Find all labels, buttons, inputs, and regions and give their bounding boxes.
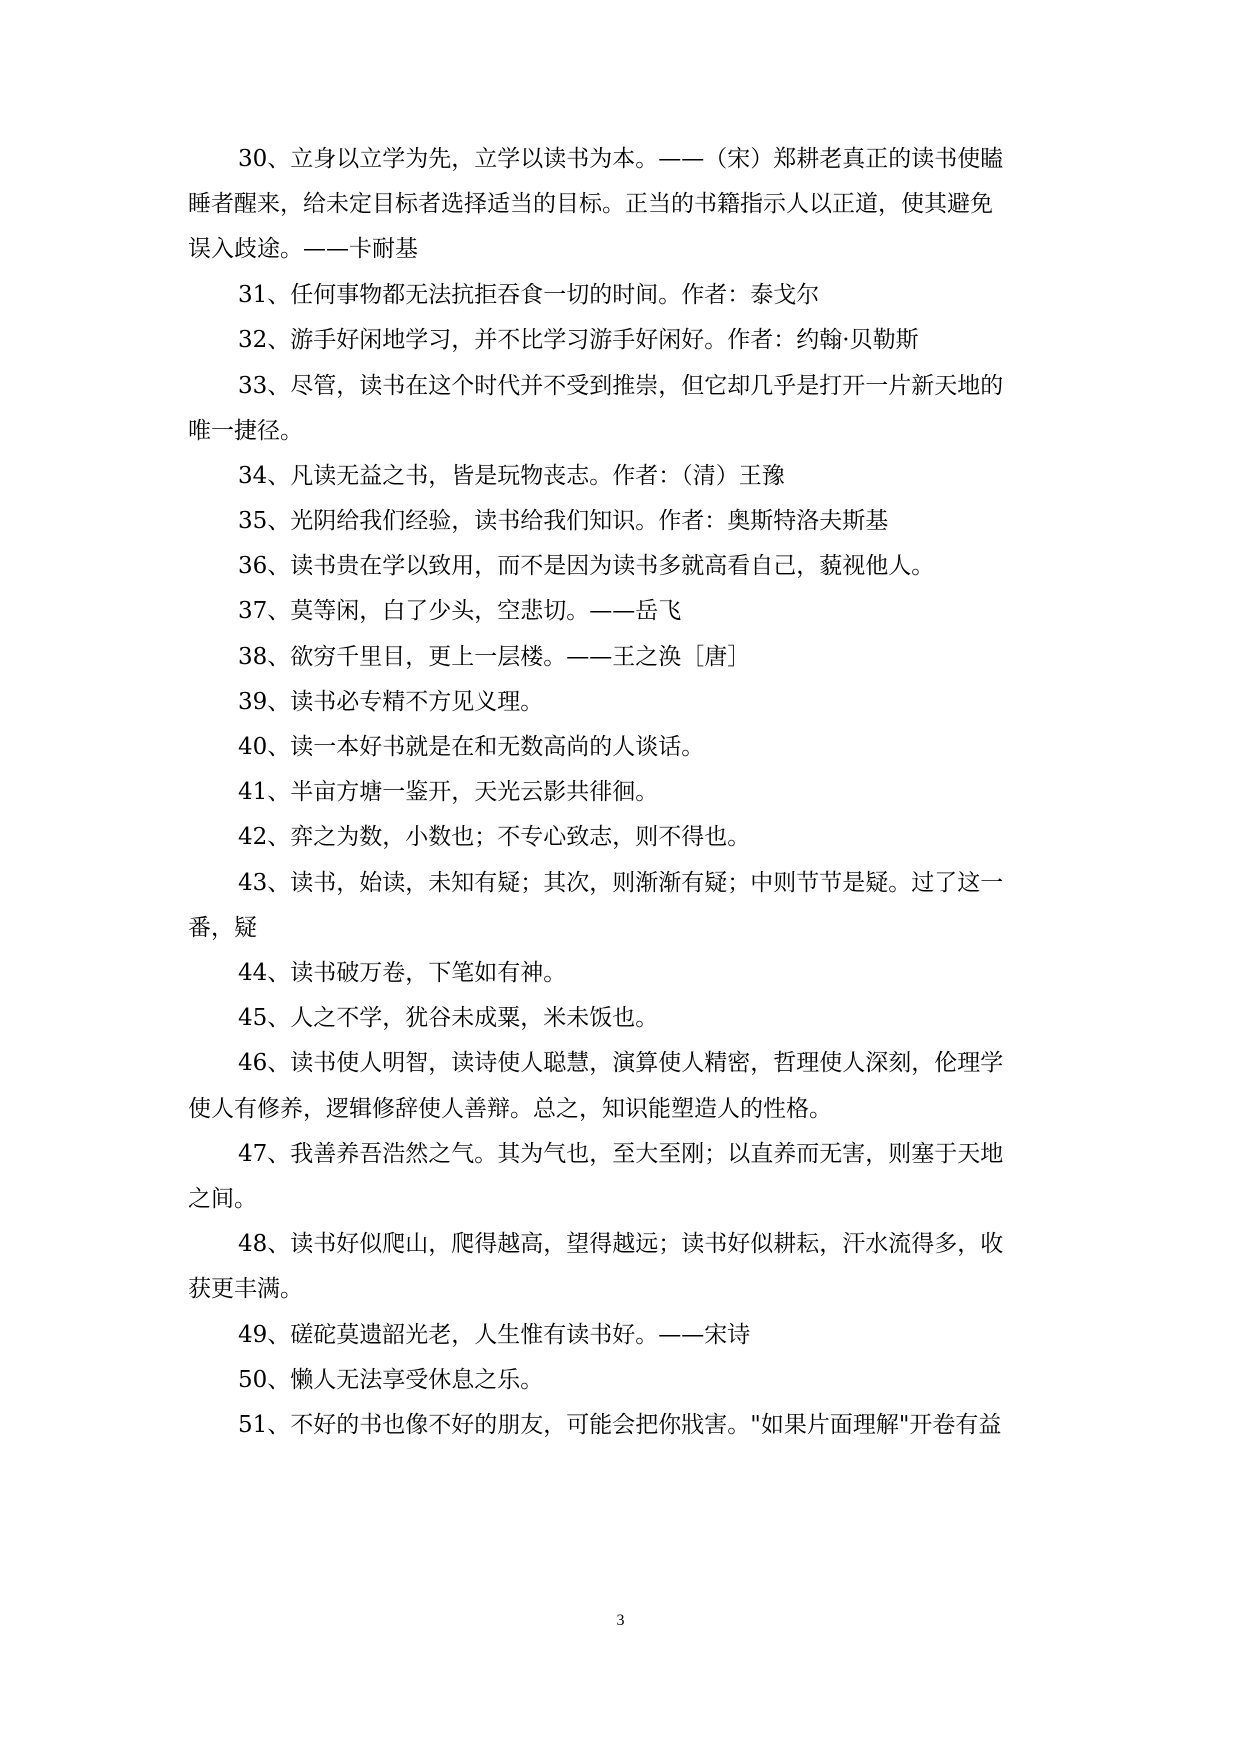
paragraph-42-line-1: 42、弈之为数，小数也；不专心致志，则不得也。 [238, 824, 751, 850]
paragraph-50-line-1: 50、懒人无法享受休息之乐。 [238, 1367, 544, 1393]
paragraph-31-line-1: 31、任何事物都无法抗拒吞食一切的时间。作者：泰戈尔 [238, 282, 820, 308]
paragraph-34-line-1: 34、凡读无益之书，皆是玩物丧志。作者：（清）王豫 [238, 463, 785, 489]
paragraph-45-line-1: 45、人之不学，犹谷未成粟，米未饭也。 [238, 1005, 659, 1031]
paragraph-32-line-1: 32、游手好闲地学习，并不比学习游手好闲好。作者：约翰·贝勒斯 [238, 327, 919, 353]
paragraph-40-line-1: 40、读一本好书就是在和无数高尚的人谈话。 [238, 734, 705, 760]
paragraph-30-line-1: 30、立身以立学为先，立学以读书为本。——（宋）郑耕老真正的读书使瞌 [238, 146, 1004, 172]
paragraph-47-line-1: 47、我善养吾浩然之气。其为气也，至大至刚；以直养而无害，则塞于天地 [238, 1141, 1004, 1167]
paragraph-46-line-2: 使人有修养，逻辑修辞使人善辩。总之，知识能塑造人的性格。 [188, 1096, 832, 1122]
paragraph-33-line-1: 33、尽管，读书在这个时代并不受到推崇，但它却几乎是打开一片新天地的 [238, 373, 1004, 399]
paragraph-44-line-1: 44、读书破万卷，下笔如有神。 [238, 960, 567, 986]
paragraph-47-line-2: 之间。 [188, 1186, 257, 1212]
paragraph-33-line-2: 唯一捷径。 [188, 418, 303, 444]
paragraph-46-line-1: 46、读书使人明智，读诗使人聪慧，演算使人精密，哲理使人深刻，伦理学 [238, 1050, 1004, 1076]
paragraph-43-line-1: 43、读书，始读，未知有疑；其次，则渐渐有疑；中则节节是疑。过了这一 [238, 870, 1004, 896]
paragraph-43-line-2: 番，疑 [188, 915, 257, 941]
paragraph-51-line-1: 51、不好的书也像不好的朋友，可能会把你戕害。"如果片面理解"开卷有益 [238, 1412, 1002, 1438]
paragraph-37-line-1: 37、莫等闲，白了少头，空悲切。——岳飞 [238, 598, 682, 624]
paragraph-48-line-2: 获更丰满。 [188, 1276, 303, 1302]
paragraph-30-line-3: 误入歧途。——卡耐基 [188, 236, 418, 262]
paragraph-49-line-1: 49、磋砣莫遗韶光老，人生惟有读书好。——宋诗 [238, 1322, 751, 1348]
paragraph-38-line-1: 38、欲穷千里目，更上一层楼。——王之涣［唐］ [238, 644, 751, 670]
paragraph-41-line-1: 41、半亩方塘一鉴开，天光云影共徘徊。 [238, 779, 659, 805]
paragraph-48-line-1: 48、读书好似爬山，爬得越高，望得越远；读书好似耕耘，汗水流得多，收 [238, 1231, 1004, 1257]
paragraph-36-line-1: 36、读书贵在学以致用，而不是因为读书多就高看自己，藐视他人。 [238, 553, 935, 579]
page-number: 3 [616, 1612, 625, 1629]
paragraph-35-line-1: 35、光阴给我们经验，读书给我们知识。作者：奥斯特洛夫斯基 [238, 508, 889, 534]
paragraph-39-line-1: 39、读书必专精不方见义理。 [238, 689, 544, 715]
paragraph-30-line-2: 睡者醒来，给未定目标者选择适当的目标。正当的书籍指示人以正道，使其避免 [188, 191, 993, 217]
